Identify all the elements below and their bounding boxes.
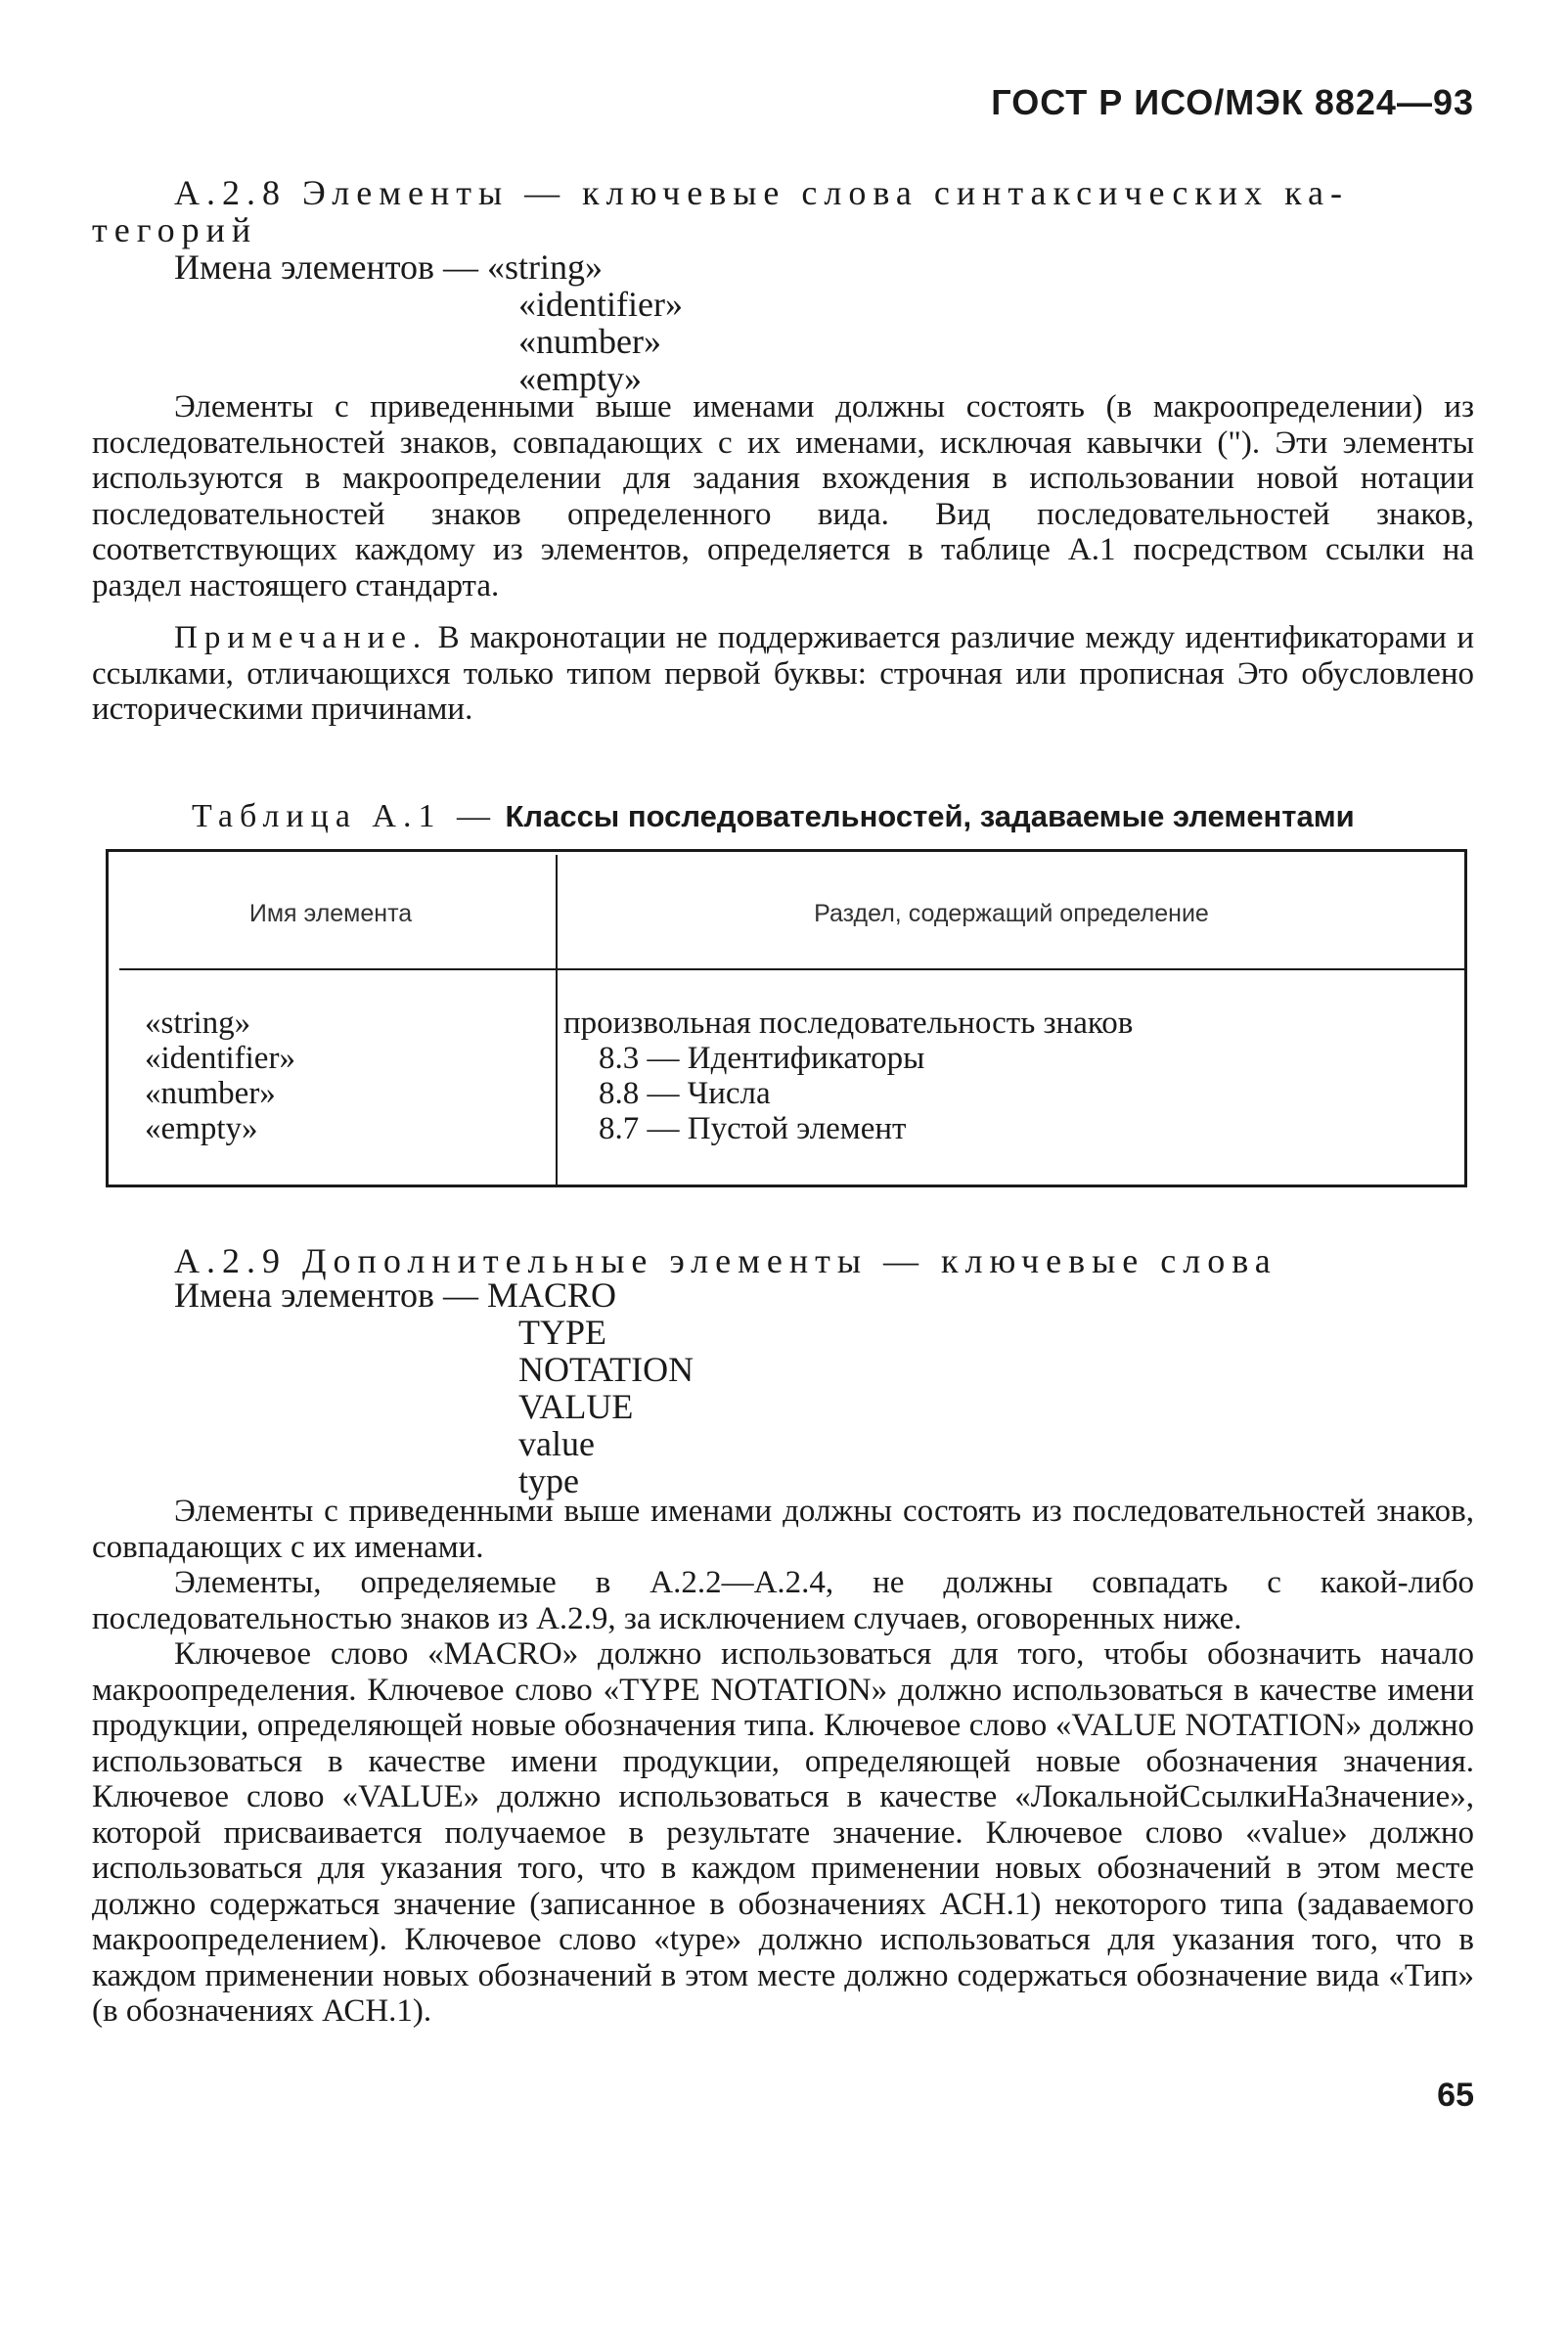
section-a29-name-item: TYPE <box>518 1313 606 1352</box>
table-body-divider <box>556 970 558 1187</box>
section-a29-para3: Ключевое слово «MACRO» должно использоваться для того, чтобы обозначить начало макроопределения. Ключевое слово «TYPE NOTATION» должно использоваться в качестве имени продукции, определяющей новые обозначения типа. Ключевое слово «VALUE NOTATION» должно использоваться в качестве имени продукции, определяющей новые обозначения значения. Ключевое слово «VALUE» должно использоваться в качестве «ЛокальнойСсылкиНаЗначение», которой присваивается получаемое в результате значение. Ключевое слово «value» должно использоваться для указания того, что в каждом применении новых обозначений в этом месте должно содержаться значение (записанное в обозначениях АСН.1) некоторого типа (задаваемого макроопределением). Ключевое слово «type» должно использоваться для указания того, что в каждом применении новых обозначений в этом месте должно содержаться обозначение вида «Тип» (в обозначениях АСН.1). <box>92 1636 1474 2029</box>
section-a29-name-item: value <box>518 1424 595 1463</box>
section-a29-names-block <box>174 1276 694 1499</box>
section-a29-name-item: NOTATION <box>518 1350 694 1389</box>
table-top-border <box>106 849 1467 852</box>
table-cell: «identifier» <box>145 1041 295 1076</box>
section-a28-names-label: Имена элементов — «string» <box>174 247 604 287</box>
page-header-title: ГОСТ Р ИСО/МЭК 8824—93 <box>991 82 1474 122</box>
section-a28-name-item: «number» <box>518 322 661 361</box>
section-a29-names-label: Имена элементов — MACRO <box>174 1275 617 1315</box>
page-number: 65 <box>1437 2077 1474 2114</box>
table-cell: 8.8 — Числа <box>599 1076 771 1111</box>
table-header-rule <box>119 968 1467 970</box>
section-a28-heading-text1: А.2.8 Элементы — ключевые слова синтаксических ка- <box>174 173 1349 212</box>
section-a29-para2: Элементы, определяемые в А.2.2—А.2.4, не должны совпадать с какой-либо последовательностью знаков из А.2.9, за исключением случаев, оговоренных ниже. <box>92 1565 1474 1636</box>
table-col2-values <box>563 1006 1133 1146</box>
table-caption <box>192 798 1355 835</box>
table-cell: «empty» <box>145 1111 258 1146</box>
table-col2-header: Раздел, содержащий определение <box>814 900 1209 927</box>
table-col1-values <box>145 1006 295 1146</box>
section-a28-heading-line2 <box>92 209 1474 250</box>
section-a28-paragraph: Элементы с приведенными выше именами должны состоять (в макроопределении) из последовательностей знаков, совпадающих с их именами, исключая кавычки ("). Эти элементы используются в макроопределении для задания вхождения в использовании новой нотации последовательностей знаков определенного вида. Вид последовательностей знаков, соответствующих каждому из элементов, определяется в таблице А.1 посредством ссылки на раздел настоящего стандарта. <box>92 389 1474 604</box>
table-cell: произвольная последовательность знаков <box>563 1006 1134 1041</box>
table-cell: «string» <box>145 1006 251 1041</box>
section-a28-note <box>92 620 1474 728</box>
section-a29-name-item: VALUE <box>518 1387 634 1426</box>
note-label: Примечание. <box>174 620 428 655</box>
note-text: В макронотации не поддерживается различие между идентификаторами и ссылками, отличающихся только типом первой буквы: строчная или прописная Это обусловлено историческими причинами. <box>92 620 1474 727</box>
section-a29-name-item: type <box>518 1461 579 1500</box>
table-caption-title: Классы последовательностей, задаваемые элементами <box>505 799 1355 833</box>
table-cell: 8.3 — Идентификаторы <box>599 1041 925 1076</box>
section-a28-names-block <box>174 248 683 397</box>
section-a28-heading-line1 <box>174 172 1474 213</box>
section-a29-para1: Элементы с приведенными выше именами должны состоять из последовательностей знаков, совпадающих с их именами. <box>92 1494 1474 1565</box>
table-a1 <box>106 849 1467 1187</box>
table-col1-header: Имя элемента <box>248 900 413 927</box>
table-cell: «number» <box>145 1076 276 1111</box>
section-a28-name-item: «identifier» <box>518 285 683 324</box>
table-cell: 8.7 — Пустой элемент <box>599 1111 907 1146</box>
table-caption-label: Таблица А.1 — <box>192 798 497 834</box>
section-a29-heading-text: А.2.9 Дополнительные элементы — ключевые слова <box>174 1241 1277 1280</box>
table-bottom-border <box>106 1185 1467 1187</box>
section-a28-name-item: «empty» <box>518 359 642 398</box>
section-a28-heading-text2: тегорий <box>92 210 258 249</box>
